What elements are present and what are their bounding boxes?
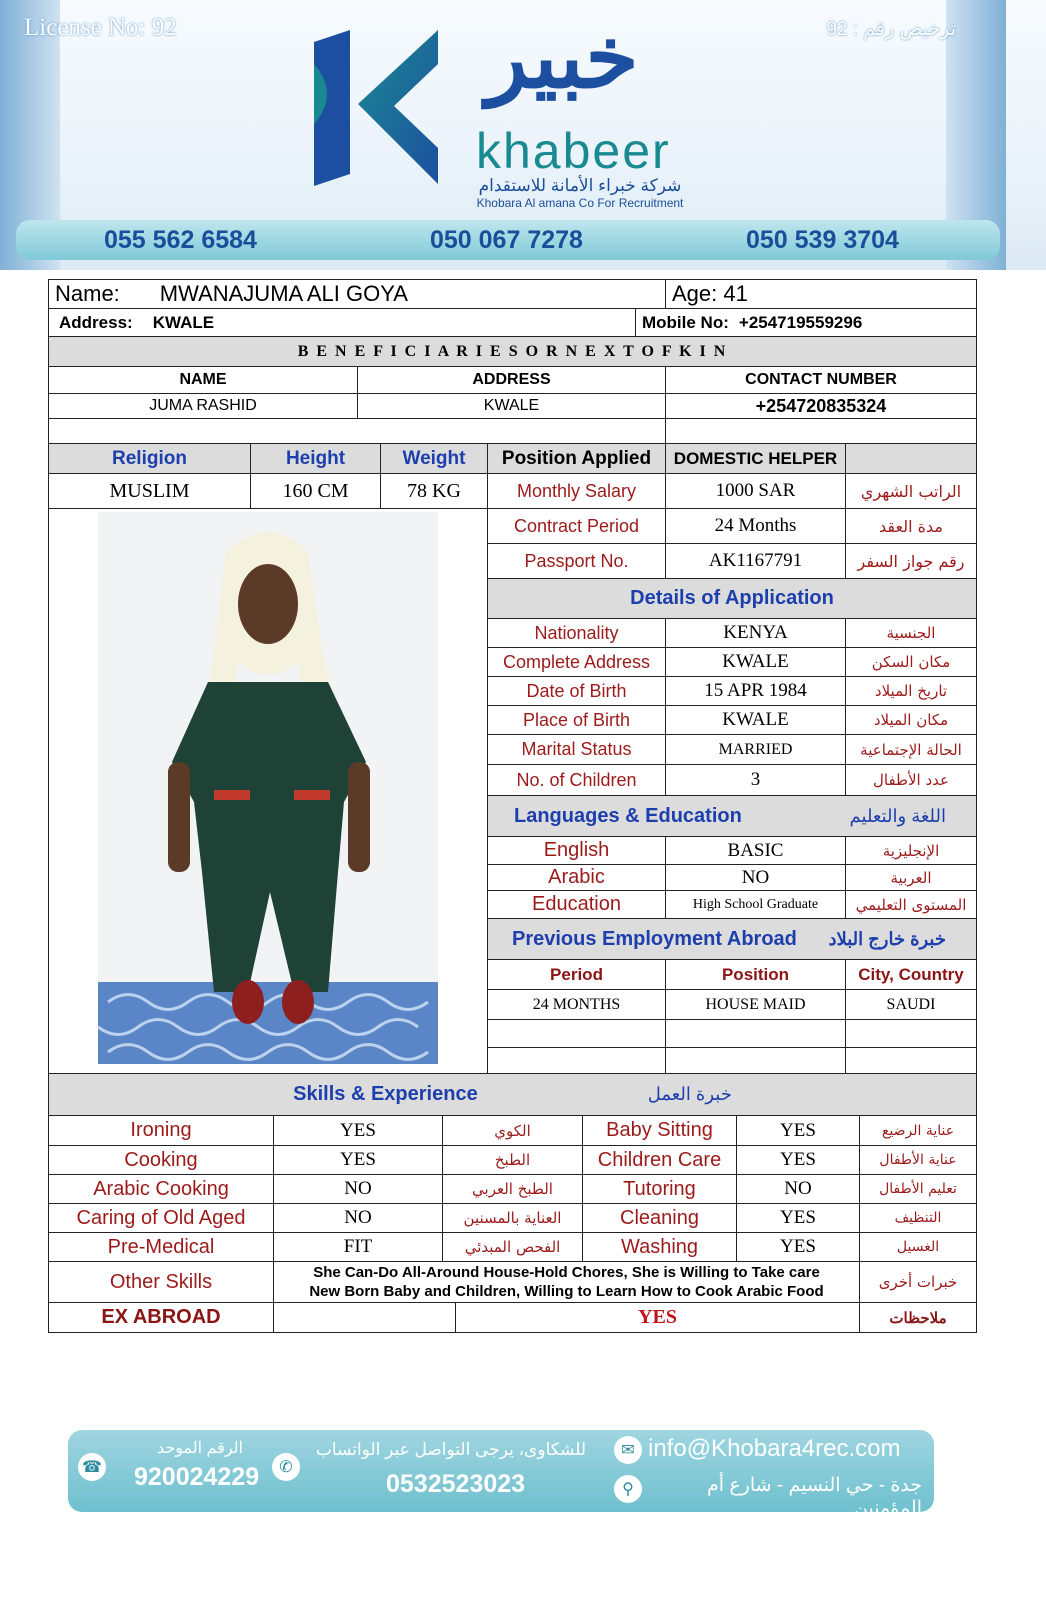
skill-label: Arabic Cooking xyxy=(48,1174,274,1204)
name-label: Name: xyxy=(55,281,120,306)
detail-label-ar: الحالة الإجتماعية xyxy=(845,734,977,765)
skill-label-ar: الكوي xyxy=(442,1115,583,1146)
whatsapp-number[interactable]: 0532523023 xyxy=(386,1470,526,1498)
unified-number[interactable]: 920024229 xyxy=(134,1463,260,1491)
applicant-address: KWALE xyxy=(152,312,215,332)
skill-label-ar: عناية الرضيع xyxy=(859,1115,977,1146)
office-address: جدة - حي النسيم - شارع أم المؤمنين xyxy=(707,1475,922,1519)
brand-subtitle-ar: شركة خبراء الأمانة للاستقدام xyxy=(478,176,682,195)
education-label: Education xyxy=(487,890,666,919)
detail-label: Nationality xyxy=(487,618,666,648)
address-label: Address: xyxy=(59,312,133,332)
contract-value: 24 Months xyxy=(665,508,846,544)
skill-label: Pre-Medical xyxy=(48,1232,274,1262)
skill-label: Cleaning xyxy=(582,1203,737,1233)
detail-value: KWALE xyxy=(665,647,846,677)
skill-value: YES xyxy=(736,1145,860,1175)
language-value: BASIC xyxy=(665,836,846,865)
skill-value: NO xyxy=(736,1174,860,1204)
other-skills-line-1: She Can-Do All-Around House-Hold Chores, She is Willing to Take care xyxy=(313,1264,820,1281)
email-icon: ✉ xyxy=(614,1436,642,1464)
employment-title-ar: خبرة خارج البلاد xyxy=(828,928,946,949)
detail-value: 3 xyxy=(665,764,846,796)
employment-title-en: Previous Employment Abroad xyxy=(512,927,797,950)
education-label-ar: المستوى التعليمي xyxy=(845,890,977,919)
language-label-ar: العربية xyxy=(845,864,977,891)
skill-value: YES xyxy=(736,1115,860,1146)
detail-value: KWALE xyxy=(665,705,846,735)
applicant-mobile: +254719559296 xyxy=(738,312,863,332)
skill-label-ar: الغسيل xyxy=(859,1232,977,1262)
ex-abroad-value: YES xyxy=(455,1302,860,1333)
position-applied-label: Position Applied xyxy=(487,443,666,474)
brand-subtitle-en: Khobara Al amana Co For Recruitment xyxy=(476,196,684,210)
contract-label-ar: مدة العقد xyxy=(845,508,977,544)
skill-value: YES xyxy=(736,1232,860,1262)
skill-value: YES xyxy=(273,1145,443,1175)
kin-header-contact: CONTACT NUMBER xyxy=(665,366,977,394)
license-number-en: License No: 92 xyxy=(24,14,177,41)
weight-value: 78 KG xyxy=(380,473,488,509)
skill-value: NO xyxy=(273,1203,443,1233)
skill-label: Washing xyxy=(582,1232,737,1262)
detail-label-ar: عدد الأطفال xyxy=(845,764,977,796)
skill-label: Ironing xyxy=(48,1115,274,1146)
position-blank xyxy=(845,443,977,474)
skills-title-en: Skills & Experience xyxy=(293,1083,478,1105)
employment-title-row xyxy=(487,918,977,960)
skill-label-ar: الطبخ العربي xyxy=(442,1174,583,1204)
mobile-row xyxy=(635,308,977,337)
employment-period: 24 MONTHS xyxy=(487,989,666,1020)
other-skills-text xyxy=(273,1261,860,1303)
kin-header-address: ADDRESS xyxy=(357,366,666,394)
detail-label-ar: تاريخ الميلاد xyxy=(845,676,977,706)
employment-blank xyxy=(487,1047,666,1074)
email-address[interactable]: info@Khobara4rec.com xyxy=(648,1435,901,1462)
skill-label-ar: الطبخ xyxy=(442,1145,583,1175)
languages-title-row xyxy=(487,795,977,837)
kin-contact: +254720835324 xyxy=(665,393,977,419)
contract-label-ar: الراتب الشهري xyxy=(845,473,977,509)
detail-label: Date of Birth xyxy=(487,676,666,706)
remarks-label-ar: ملاحظات xyxy=(859,1302,977,1333)
contract-value: AK1167791 xyxy=(665,543,846,579)
skill-label-ar: العناية بالمسنين xyxy=(442,1203,583,1233)
phone-number-3[interactable]: 050 539 3704 xyxy=(746,226,899,254)
applicant-name: MWANAJUMA ALI GOYA xyxy=(159,281,408,306)
whatsapp-label: للشكاوى، يرجى التواصل عبر الواتساب xyxy=(315,1440,587,1459)
employment-position: HOUSE MAID xyxy=(665,989,846,1020)
contract-label: Monthly Salary xyxy=(487,473,666,509)
language-label: English xyxy=(487,836,666,865)
skill-value: YES xyxy=(273,1115,443,1146)
location-icon: ⚲ xyxy=(614,1475,642,1503)
weight-header: Weight xyxy=(380,443,488,474)
kin-name: JUMA RASHID xyxy=(48,393,358,419)
kin-blank-left xyxy=(48,418,666,444)
height-value: 160 CM xyxy=(250,473,381,509)
language-value: NO xyxy=(665,864,846,891)
skills-title-ar: خبرة العمل xyxy=(647,1084,732,1104)
skill-label: Tutoring xyxy=(582,1174,737,1204)
employment-header-city: City, Country xyxy=(845,959,977,990)
employment-blank xyxy=(665,1019,846,1048)
age-field: Age: 41 xyxy=(665,279,977,309)
skill-value: NO xyxy=(273,1174,443,1204)
language-label-ar: الإنجليزية xyxy=(845,836,977,865)
detail-value: MARRIED xyxy=(665,734,846,765)
applicant-portrait-icon xyxy=(98,512,438,1064)
detail-value: 15 APR 1984 xyxy=(665,676,846,706)
skill-label: Caring of Old Aged xyxy=(48,1203,274,1233)
kin-header-name: NAME xyxy=(48,366,358,394)
employment-header-position: Position xyxy=(665,959,846,990)
skill-label: Children Care xyxy=(582,1145,737,1175)
education-value: High School Graduate xyxy=(665,890,846,919)
phone-number-1[interactable]: 055 562 6584 xyxy=(104,226,257,254)
detail-label: Place of Birth xyxy=(487,705,666,735)
skill-value: FIT xyxy=(273,1232,443,1262)
details-title: Details of Application xyxy=(487,578,977,619)
employment-blank xyxy=(487,1019,666,1048)
languages-title-ar: اللغة والتعليم xyxy=(849,805,946,826)
employment-blank xyxy=(845,1019,977,1048)
skill-label: Baby Sitting xyxy=(582,1115,737,1146)
detail-label-ar: الجنسية xyxy=(845,618,977,648)
brand-name-ar: خبير xyxy=(486,10,639,106)
contract-label: Contract Period xyxy=(487,508,666,544)
contract-value: 1000 SAR xyxy=(665,473,846,509)
religion-value: MUSLIM xyxy=(48,473,251,509)
skill-label-ar: الفحص المبدئي xyxy=(442,1232,583,1262)
kin-address: KWALE xyxy=(357,393,666,419)
detail-label-ar: مكان الميلاد xyxy=(845,705,977,735)
phone-number-2[interactable]: 050 067 7278 xyxy=(430,226,583,254)
skill-value: YES xyxy=(736,1203,860,1233)
mobile-label: Mobile No: xyxy=(642,312,729,332)
address-row xyxy=(48,308,636,337)
skill-label-ar: التنظيف xyxy=(859,1203,977,1233)
license-number-ar: ترخيص رقم : 92 xyxy=(826,19,956,40)
skill-label: Cooking xyxy=(48,1145,274,1175)
brand-name-en: khabeer xyxy=(476,123,671,179)
skill-label-ar: تعليم الأطفال xyxy=(859,1174,977,1204)
employment-header-period: Period xyxy=(487,959,666,990)
detail-label: Marital Status xyxy=(487,734,666,765)
detail-value: KENYA xyxy=(665,618,846,648)
unified-number-label: الرقم الموحد xyxy=(156,1440,243,1457)
religion-header: Religion xyxy=(48,443,251,474)
employment-blank xyxy=(665,1047,846,1074)
detail-label-ar: مكان السكن xyxy=(845,647,977,677)
ex-abroad-blank xyxy=(273,1302,456,1333)
whatsapp-icon: ✆ xyxy=(272,1453,300,1481)
applicant-photo xyxy=(98,512,438,1064)
name-row xyxy=(48,279,666,309)
detail-label: Complete Address xyxy=(487,647,666,677)
language-label: Arabic xyxy=(487,864,666,891)
employment-city: SAUDI xyxy=(845,989,977,1020)
other-skills-label: Other Skills xyxy=(48,1261,274,1303)
kin-blank-right xyxy=(665,418,977,444)
khabeer-logo-icon xyxy=(310,24,450,190)
ex-abroad-label: EX ABROAD xyxy=(48,1302,274,1333)
next-of-kin-title: B E N E F I C I A R I E S O R N E X T O F K I N xyxy=(48,336,977,367)
contract-label-ar: رقم جواز السفر xyxy=(845,543,977,579)
languages-title-en: Languages & Education xyxy=(514,804,742,827)
detail-label: No. of Children xyxy=(487,764,666,796)
height-header: Height xyxy=(250,443,381,474)
skills-title-row xyxy=(48,1073,977,1116)
other-skills-line-2: New Born Baby and Children, Willing to Learn How to Cook Arabic Food xyxy=(309,1283,824,1300)
contract-label: Passport No. xyxy=(487,543,666,579)
employment-blank xyxy=(845,1047,977,1074)
position-applied-value: DOMESTIC HELPER xyxy=(665,443,846,474)
phone-icon: ☎ xyxy=(78,1453,106,1481)
other-skills-label-ar: خبرات أخرى xyxy=(859,1261,977,1303)
skill-label-ar: عناية الأطفال xyxy=(859,1145,977,1175)
